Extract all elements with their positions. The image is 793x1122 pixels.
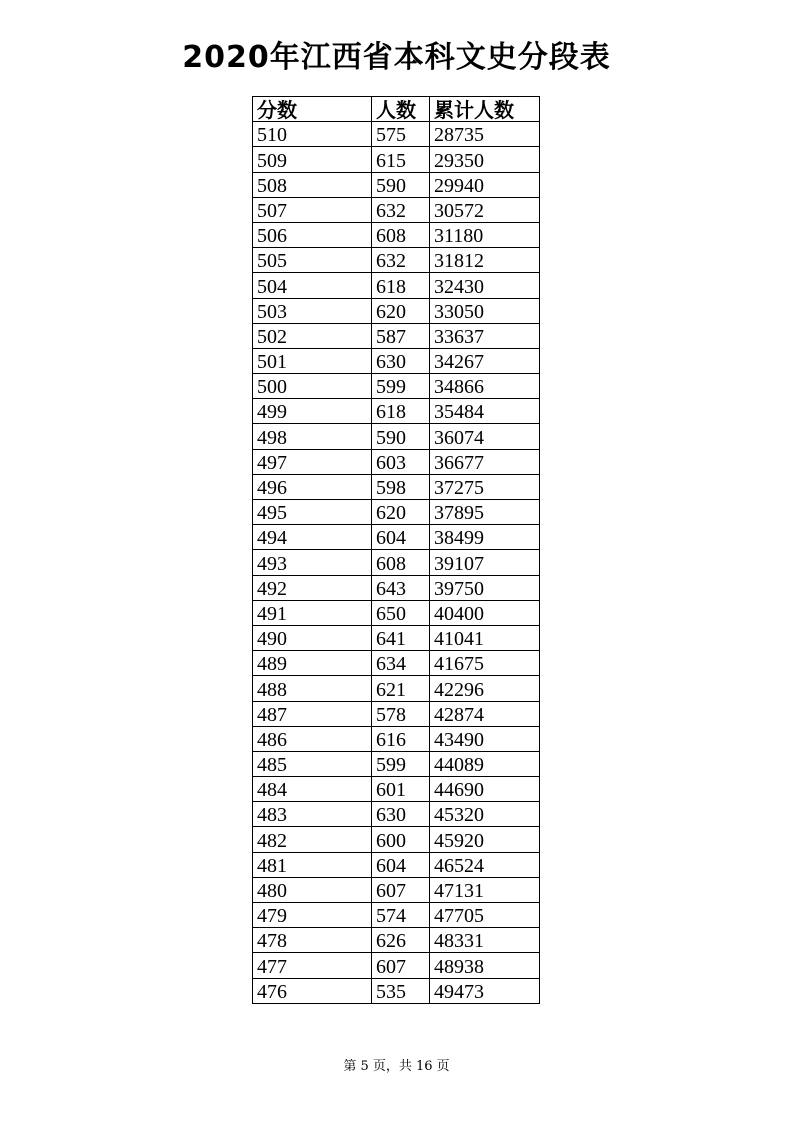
cell-count: 600 — [372, 827, 430, 852]
table-row — [253, 399, 540, 424]
cell-score: 476 — [253, 978, 372, 1003]
cell-score: 486 — [253, 726, 372, 751]
cell-cumulative: 31180 — [430, 222, 540, 247]
cell-count: 632 — [372, 197, 430, 222]
cell-score: 491 — [253, 600, 372, 625]
cell-score: 493 — [253, 550, 372, 575]
cell-count: 604 — [372, 525, 430, 550]
cell-score: 498 — [253, 424, 372, 449]
cell-cumulative: 48331 — [430, 928, 540, 953]
table-row — [253, 751, 540, 776]
table-row — [253, 449, 540, 474]
cell-count: 643 — [372, 575, 430, 600]
cell-count: 587 — [372, 323, 430, 348]
table-row — [253, 827, 540, 852]
table-row — [253, 500, 540, 525]
cell-score: 482 — [253, 827, 372, 852]
cell-count: 535 — [372, 978, 430, 1003]
cell-count: 621 — [372, 676, 430, 701]
cell-count: 626 — [372, 928, 430, 953]
cell-cumulative: 43490 — [430, 726, 540, 751]
cell-count: 575 — [372, 122, 430, 147]
cell-cumulative: 47705 — [430, 903, 540, 928]
cell-cumulative: 39107 — [430, 550, 540, 575]
cell-count: 641 — [372, 625, 430, 650]
cell-cumulative: 37895 — [430, 500, 540, 525]
cell-cumulative: 31812 — [430, 248, 540, 273]
cell-count: 598 — [372, 474, 430, 499]
cell-score: 484 — [253, 777, 372, 802]
cell-score: 478 — [253, 928, 372, 953]
cell-count: 616 — [372, 726, 430, 751]
cell-count: 608 — [372, 222, 430, 247]
cell-cumulative: 45320 — [430, 802, 540, 827]
cell-score: 506 — [253, 222, 372, 247]
header-cumulative: 累计人数 — [430, 97, 540, 122]
cell-count: 590 — [372, 172, 430, 197]
cell-score: 507 — [253, 197, 372, 222]
table-row — [253, 726, 540, 751]
cell-score: 505 — [253, 248, 372, 273]
cell-count: 607 — [372, 877, 430, 902]
page-footer: 第 5 页，共 16 页 — [343, 1059, 450, 1074]
table-row — [253, 676, 540, 701]
cell-count: 599 — [372, 751, 430, 776]
cell-count: 590 — [372, 424, 430, 449]
cell-score: 492 — [253, 575, 372, 600]
table-row — [253, 273, 540, 298]
cell-count: 604 — [372, 852, 430, 877]
cell-score: 479 — [253, 903, 372, 928]
table-row — [253, 348, 540, 373]
cell-count: 603 — [372, 449, 430, 474]
table-row — [253, 575, 540, 600]
cell-cumulative: 37275 — [430, 474, 540, 499]
cell-cumulative: 41041 — [430, 625, 540, 650]
cell-cumulative: 29350 — [430, 147, 540, 172]
table-row — [253, 978, 540, 1003]
cell-count: 634 — [372, 651, 430, 676]
cell-count: 630 — [372, 802, 430, 827]
cell-cumulative: 45920 — [430, 827, 540, 852]
table-row — [253, 600, 540, 625]
cell-score: 499 — [253, 399, 372, 424]
table-row — [253, 777, 540, 802]
cell-count: 632 — [372, 248, 430, 273]
table-row — [253, 122, 540, 147]
cell-cumulative: 42874 — [430, 701, 540, 726]
table-row — [253, 474, 540, 499]
cell-cumulative: 34267 — [430, 348, 540, 373]
cell-cumulative: 44690 — [430, 777, 540, 802]
score-distribution-table — [252, 96, 540, 1004]
table-row — [253, 550, 540, 575]
table-row — [253, 248, 540, 273]
cell-count: 618 — [372, 399, 430, 424]
cell-count: 599 — [372, 374, 430, 399]
table-row — [253, 222, 540, 247]
table-row — [253, 323, 540, 348]
cell-score: 489 — [253, 651, 372, 676]
header-score: 分数 — [253, 97, 372, 122]
table-row — [253, 374, 540, 399]
cell-count: 620 — [372, 298, 430, 323]
cell-cumulative: 33637 — [430, 323, 540, 348]
cell-cumulative: 41675 — [430, 651, 540, 676]
table-row — [253, 147, 540, 172]
cell-score: 503 — [253, 298, 372, 323]
cell-score: 509 — [253, 147, 372, 172]
cell-score: 481 — [253, 852, 372, 877]
table-row — [253, 903, 540, 928]
cell-count: 630 — [372, 348, 430, 373]
table-row — [253, 424, 540, 449]
cell-cumulative: 46524 — [430, 852, 540, 877]
cell-cumulative: 39750 — [430, 575, 540, 600]
table-row — [253, 802, 540, 827]
cell-cumulative: 38499 — [430, 525, 540, 550]
table-body — [253, 122, 540, 1004]
cell-cumulative: 40400 — [430, 600, 540, 625]
table-row — [253, 953, 540, 978]
table-row — [253, 625, 540, 650]
cell-cumulative: 47131 — [430, 877, 540, 902]
table-row — [253, 197, 540, 222]
cell-cumulative: 44089 — [430, 751, 540, 776]
cell-cumulative: 29940 — [430, 172, 540, 197]
cell-score: 502 — [253, 323, 372, 348]
cell-score: 500 — [253, 374, 372, 399]
cell-cumulative: 48938 — [430, 953, 540, 978]
cell-cumulative: 35484 — [430, 399, 540, 424]
table-row — [253, 525, 540, 550]
header-count: 人数 — [372, 97, 430, 122]
cell-cumulative: 36677 — [430, 449, 540, 474]
cell-score: 485 — [253, 751, 372, 776]
cell-score: 497 — [253, 449, 372, 474]
cell-score: 494 — [253, 525, 372, 550]
cell-cumulative: 34866 — [430, 374, 540, 399]
table-header-row — [253, 97, 540, 122]
cell-score: 496 — [253, 474, 372, 499]
cell-cumulative: 33050 — [430, 298, 540, 323]
cell-count: 620 — [372, 500, 430, 525]
cell-score: 483 — [253, 802, 372, 827]
cell-count: 578 — [372, 701, 430, 726]
cell-cumulative: 49473 — [430, 978, 540, 1003]
cell-count: 601 — [372, 777, 430, 802]
table-row — [253, 651, 540, 676]
cell-count: 574 — [372, 903, 430, 928]
cell-score: 504 — [253, 273, 372, 298]
cell-score: 477 — [253, 953, 372, 978]
cell-score: 488 — [253, 676, 372, 701]
cell-cumulative: 28735 — [430, 122, 540, 147]
cell-score: 480 — [253, 877, 372, 902]
cell-score: 510 — [253, 122, 372, 147]
cell-count: 650 — [372, 600, 430, 625]
table-row — [253, 877, 540, 902]
table-row — [253, 172, 540, 197]
page-title: 2020年江西省本科文史分段表 — [182, 40, 611, 75]
cell-count: 607 — [372, 953, 430, 978]
cell-cumulative: 32430 — [430, 273, 540, 298]
cell-cumulative: 42296 — [430, 676, 540, 701]
cell-count: 618 — [372, 273, 430, 298]
cell-score: 495 — [253, 500, 372, 525]
cell-cumulative: 36074 — [430, 424, 540, 449]
cell-score: 508 — [253, 172, 372, 197]
table-row — [253, 298, 540, 323]
cell-score: 501 — [253, 348, 372, 373]
table-row — [253, 928, 540, 953]
cell-count: 608 — [372, 550, 430, 575]
cell-cumulative: 30572 — [430, 197, 540, 222]
table-row — [253, 701, 540, 726]
cell-score: 490 — [253, 625, 372, 650]
cell-score: 487 — [253, 701, 372, 726]
table-row — [253, 852, 540, 877]
cell-count: 615 — [372, 147, 430, 172]
